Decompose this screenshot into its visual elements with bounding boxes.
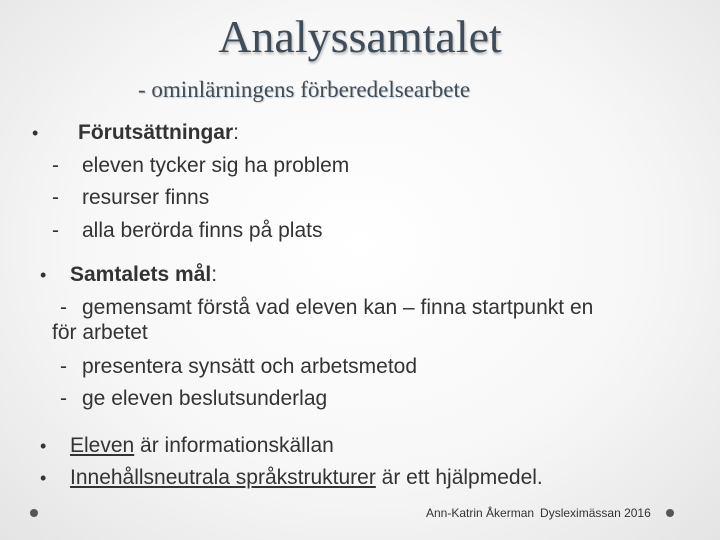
footer-dot-left-icon bbox=[30, 509, 38, 517]
section2-heading bbox=[70, 264, 217, 285]
section1-item: resurser finns bbox=[82, 186, 210, 209]
section2-heading-text: Samtalets mål bbox=[70, 263, 212, 286]
bullet: • bbox=[40, 436, 47, 456]
footer-event: Dysleximässan 2016 bbox=[540, 506, 651, 520]
footer-dot-right-icon bbox=[666, 509, 674, 517]
section3-item-rest: är informationskällan bbox=[134, 434, 334, 457]
section1-heading bbox=[78, 122, 239, 143]
section3-item-underlined: Innehållsneutrala språkstrukturer bbox=[70, 466, 376, 489]
dash: - bbox=[60, 387, 67, 410]
section2-item-continuation: för arbetet bbox=[52, 321, 148, 344]
dash: - bbox=[52, 154, 59, 177]
slide-subtitle: - ominlärningens förberedelsearbete bbox=[138, 77, 471, 102]
dash: - bbox=[52, 186, 59, 209]
dash: - bbox=[60, 355, 67, 378]
section2-item: presentera synsätt och arbetsmetod bbox=[82, 355, 418, 378]
section1-item: eleven tycker sig ha problem bbox=[82, 154, 350, 177]
section1-heading-text: Förutsättningar bbox=[78, 121, 234, 144]
slide-title: Analyssamtalet bbox=[218, 11, 502, 62]
footer-author: Ann-Katrin Åkerman bbox=[426, 506, 535, 520]
section2-item: gemensamt förstå vad eleven kan – finna startpunkt en bbox=[82, 296, 594, 319]
bullet: • bbox=[32, 123, 39, 143]
bullet: • bbox=[40, 468, 47, 488]
section1-heading-colon: : bbox=[233, 121, 240, 144]
bullet: • bbox=[40, 265, 47, 285]
section3-item-rest: är ett hjälpmedel. bbox=[375, 466, 543, 489]
footer bbox=[426, 507, 651, 519]
dash: - bbox=[52, 219, 59, 242]
dash: - bbox=[60, 296, 67, 319]
section3-item bbox=[70, 435, 334, 456]
section2-heading-colon: : bbox=[211, 263, 218, 286]
section3-item bbox=[70, 467, 543, 488]
section2-item: ge eleven beslutsunderlag bbox=[82, 387, 328, 410]
section3-item-underlined: Eleven bbox=[70, 434, 135, 457]
section1-item: alla berörda finns på plats bbox=[82, 219, 323, 242]
